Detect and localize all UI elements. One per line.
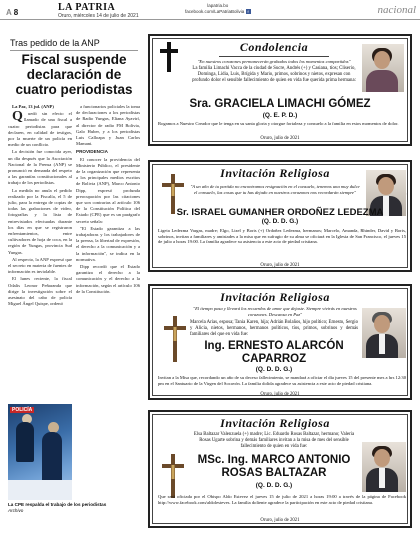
deceased-portrait [362,442,406,492]
deceased-name: MSc. Ing. MARCO ANTONIO ROSAS BALTAZAR [197,454,351,479]
notice-date: Oruro, julio de 2021 [260,136,300,141]
notice-text: Marcela Arias, esposa; Tania Karen, hija; Adrián Bolaños, hijo político; Ernesto, Sergio y Alicia, nietos, hermanos, hermanos políticos, tíos, primos, sobrinos y demás familiares del que en vida fue: [190,320,359,337]
deceased-name: Ing. ERNESTO ALARCÓN CAPARROZ [204,340,344,365]
notice-footer: Invitan a la Misa que, recordando un año de su deceso fallecimiento, se mandará a oficiar el día jueves 15 del presente mes a hrs 12:30 pm en el Santuario de la Virgen del Socavón. La familia dolida agradece su asistencia a este acto de piedad cristiana. [158,375,406,386]
notice-footer: Rogamos a Nuestro Creador que le tenga en su santa gloria y otorgue fortaleza y consuelo a la familia en estos momentos de dolor. [158,121,399,126]
notice-text: Ligeia Ledezma Vargas, madre; Elgo, Lizel y Boris (+) Ordoñez Ledezma, hermanos; Marcelo, Amanda, Rhinder, David y Boris, sobrinos, invitan a familiares y amistades a la misa que en sufragio de su alma se oficiará en la Iglesia de San Francisco, el jueves 15 de julio a horas 19:00. La familia agradece su asistencia a este acto de piedad cristiana. [158,228,406,245]
deceased-rip: (Q. D. D. G.) [261,218,299,225]
notice-quote: "En nuestros corazones permanecerán grabados todos los momentos compartidos" [197,59,351,64]
paragraph: Dipp recordó que el Estado garantiza el derecho a la comunicación y el derecho a la información, según el artículo 106 de la Constitución. [76,264,140,294]
paragraph: "El Estado garantiza a las trabajadoras y los trabajadores de la prensa, la libertad de expresión, el derecho a la comunicación y a la información", se indica en la normativa. [76,225,140,262]
paragraph: a funcionarios policiales la toma de declaraciones a los periodistas de Radio Yungas, Eliana Ayavirí, al director de radio FM Bolivia, Galo Huber, y a los periodistas Luis Calloapa y Juan Carlos Mamani. [76,104,140,147]
article-column-2 [76,104,140,410]
facebook-link[interactable]: facebook.com/LaPatriaBolivia [185,9,245,14]
notice-title: Condolencia [239,40,309,54]
notice-footer: Que será oficiada por el Obispo Aldo Estevez el jueves 15 de julio de 2021 a horas 19:00 a través de la página de Facebook http://www.facebook.com/aldolesteves. La familia doliente agradece la participación en este acto de piedad cristiana. [158,494,406,505]
condolence-notice [148,34,412,146]
facebook-icon: f [247,9,249,15]
notice-title: Invitación Religiosa [220,290,330,304]
paragraph: La decisión fue conocida ayer, un día después que la Asociación Nacional de la Prensa (ANP) se pronunció en demanda del respeto a las garantías constitucionales al trabajo de los periodistas. [8,149,72,186]
article-column-1 [8,104,72,402]
caption-text: La CPE respalda el trabajo de los periodistas [8,502,107,507]
notice-date: Oruro, julio de 2021 [260,518,300,523]
photo-caption [8,502,140,514]
notice-text: La familia Limachi Vacca de la ciudad de Sucre, Andrés (+) y Casiana, tíos; Cliserio, Dominga, Lidia, Luis, Brígida y Mario, primos, sobrinos y nietos, expresan con profundo dolor el sensible fallecimiento de quien en vida fue querida prima hermana: [192,66,356,83]
deceased-name: Sra. GRACIELA LIMACHI GÓMEZ [189,98,371,110]
notice-title: Invitación Religiosa [220,166,330,180]
notice-quote: "A un año de tu partida no encontramos resignación en el consuelo, tenemos una muy dulce el consuelo, las cosas que tu has dejado en nuestros corazones nos recordarán siempre" [190,184,360,195]
notice-date: Oruro, julio de 2021 [260,392,300,397]
page-header [0,0,420,20]
paragraph: El conocer la providencia del Ministerio Público, el presidente de la organización que representa a los principales medios escritos de Bolivia (ANP), Marco Antonio Dipp, expresó profunda preocupación por las citaciones que son contrarias al artículo 106 de la Constitución Política del Estado (CPE) que es un parágrafo secreto señala: [76,156,140,224]
article-headline: Fiscal suspende declaración de cuatro periodistas [15,52,133,97]
web-links [185,3,251,15]
notice-date: Oruro, julio de 2021 [260,263,300,268]
website-link[interactable]: lapatria.bo [207,3,229,8]
section-name: nacional [377,4,416,16]
deceased-portrait [362,44,404,92]
deceased-rip: (Q. D. D. G.) [255,482,293,489]
crucifix-icon [164,316,186,362]
religious-invitation-notice [148,410,412,528]
caption-credit: Archivo [8,508,24,513]
notice-quote: "El tiempo pasa y llevará los recuerdos de amor que dejaste. Siempre vivirás en nuestros corazones. Descansa en Paz" [193,306,357,317]
dateline: La Paz, 13 jul. (ANP) [12,104,54,109]
religious-invitation-notice: Invitación Religiosa "A un año de tu partida no encontramos resignación en el consuelo, tenemos una muy dulce el consuelo, las cosas que tu has dejado en nuestros corazones nos recordarán siempre" Sr. ISRAEL GUMANHER ORDOÑEZ LEDEZMA (Q. D. D. G.) Ligeia Ledezma Vargas, madre; Elgo, Lizel y Boris (+) Ordoñez Ledezma, hermanos; Marcelo, Amanda, Rhinder, David y Boris, sobrinos, invitan a familiares y amistades a la misa que en sufragio de su alma se oficiará en la Iglesia de San Francisco, el jueves 15 de julio a horas 19:00. La familia agradece su asistencia a este acto de piedad cristiana. Oruro, julio de 2021 ◦ [148,160,412,272]
issue-date: Oruro, miércoles 14 de julio de 2021 [58,13,139,19]
paragraph: La medida no anula el pedido realizado por la Fiscalía, el 5 de julio, para la entrega de copias de todas las grabaciones de video, fotografías y la lista de entrevistados efectuadas durante los días en que se registraron enfrentamientos, entre cultivadores de hoja de coca, en la región de Yungas, provincia Sud Yungas. [8,187,72,255]
cross-icon [160,42,178,72]
deceased-name: Sr. ISRAEL GUMANHER ORDOÑEZ LEDEZMA [176,207,384,218]
notice-title: Invitación Religiosa [220,416,330,430]
paragraph: Al respecto, la ANP expresó que el secreto en materia de fuentes de información es inviolable. [8,256,72,275]
paragraph: El lunes reciente, la fiscal Odalis Leonor Peñaranda que dirige la investigación sobre el asesinato del cabo de policía Miguel Ángel Quispe, ordenó [8,276,72,307]
page-number: A 8 [6,8,19,17]
newspaper-brand: LA PATRIA [58,2,116,13]
drop-cap: Q [12,109,23,125]
article-photo [8,404,72,500]
paragraph: uedó sin efecto el llamado de una fiscal a cuatro periodistas para que declaren, en calidad de testigos, por la muerte de un policía en medio de un conflicto. [8,111,72,148]
subhead: PROVIDENCIA [76,149,108,155]
article-kicker: Tras pedido de la ANP [10,38,138,51]
deceased-rip: (Q. E. P. D.) [262,112,298,119]
deceased-portrait [362,308,406,358]
crucifix-icon [162,454,184,498]
photo-tag: POLICÍA [12,407,33,413]
notice-text: Elsa Baltazar Valenzuela (+) madre; Lic. Eduardo Rosas Baltazar, hermano; Valeria Rosas Ugarte sobrina y demás familiares invitan a la misa de mes del sensible fallecimiento de quien en vida fue: [193,432,355,449]
deceased-rip: (Q. D. D. G.) [255,366,293,373]
religious-invitation-notice [148,284,412,400]
